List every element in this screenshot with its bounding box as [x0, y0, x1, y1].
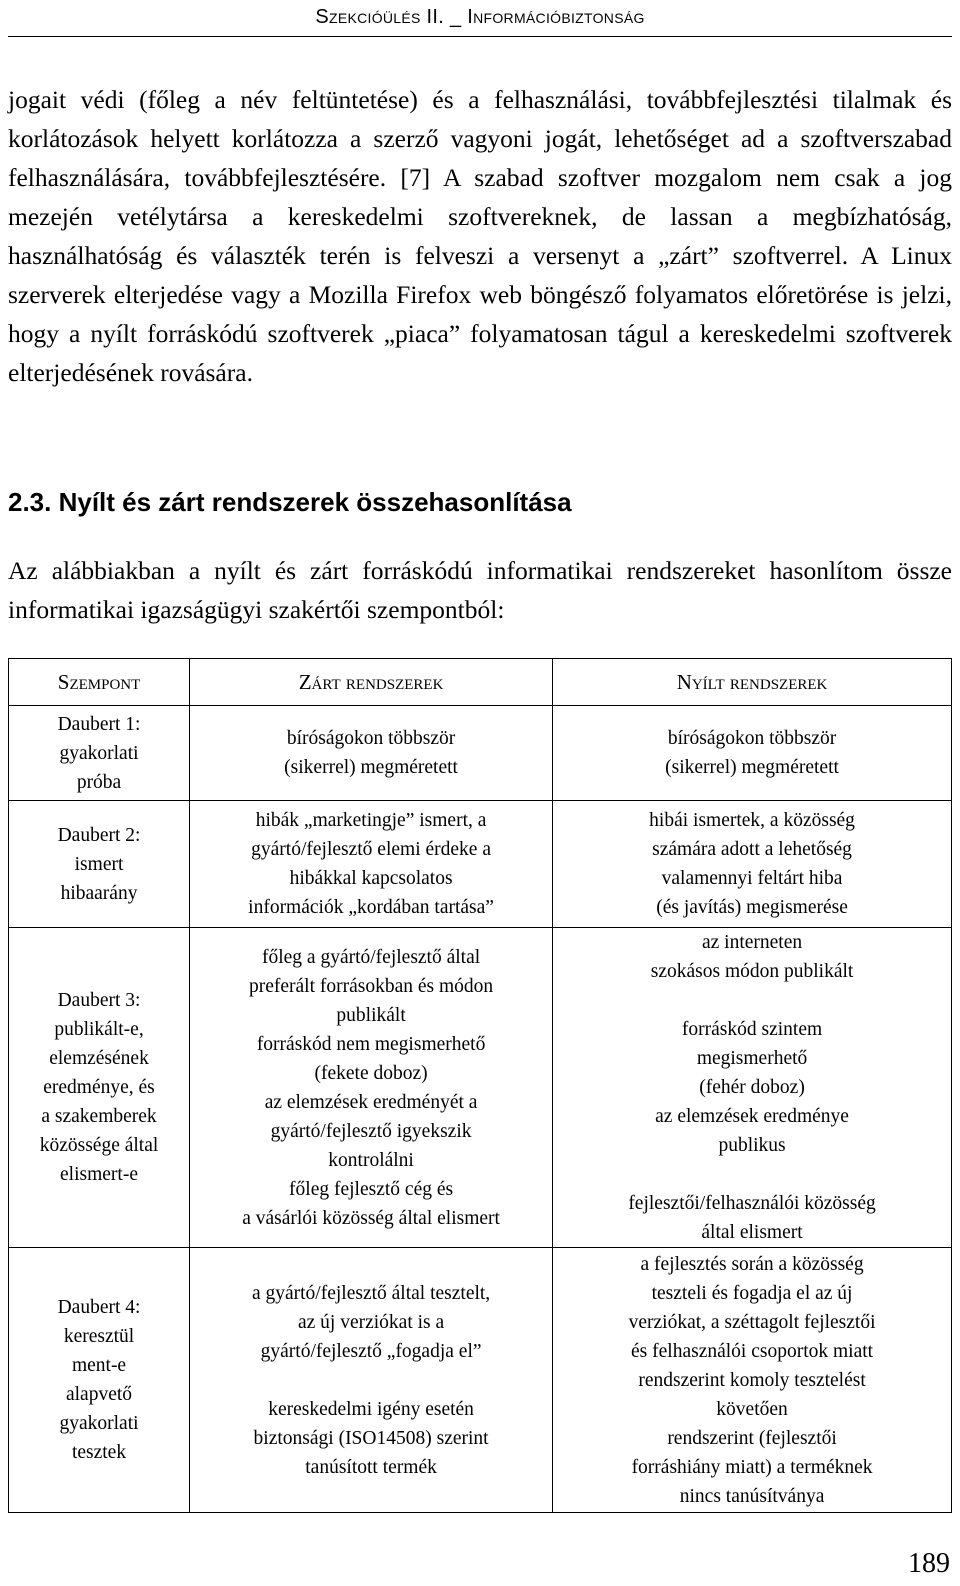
open-systems-cell [553, 1248, 952, 1513]
cell-line: kontrolálni [328, 1149, 414, 1171]
cell-line: forráshiány miatt) a terméknek [631, 1456, 873, 1478]
cell-line: verziókat, a széttagolt fejlesztői [628, 1311, 876, 1333]
cell-line: publikus [718, 1135, 786, 1156]
cell-line: rendszerint komoly tesztelést [638, 1369, 866, 1391]
cell-line: bíróságokon többször [286, 728, 456, 749]
body-paragraph: jogait védi (főleg a név feltüntetése) és a felhasználási, továbbfejlesztési tilalmak és korlátozások helyett korlátozza a szerző vagyoni jogát, lehetőséget ad a szoftverszabad felhasználására, továbbfejlesztésére. [7] A szabad szoftver mozgalom nem csak a jog mezején vetélytársa a kereskedelmi szoftvereknek, de lassan a megbízhatóság, használhatóság és választék terén is felveszi a versenyt a „zárt” szoftverrel. A Linux szerverek elterjedése vagy a Mozilla Firefox web böngésző folyamatos előretörése is jelzi, hogy a nyílt forráskódú szoftverek „piaca” folyamatosan tágul a kereskedelmi szoftverek elterjedésének rovására. [8, 85, 952, 387]
cell-line: a szakemberek [41, 1106, 157, 1127]
table-row [9, 801, 952, 928]
cell-line: gyártó/fejlesztő „fogadja el” [260, 1340, 482, 1362]
cell-line: (sikerrel) megméretett [284, 757, 458, 778]
closed-systems-cell [190, 801, 553, 928]
section-heading: 2.3. Nyílt és zárt rendszerek összehasonlítása [8, 487, 572, 517]
cell-line: (és javítás) megismerése [656, 897, 848, 918]
cell-line: gyakorlati [59, 1413, 139, 1434]
cell-line: hibákkal kapcsolatos [289, 868, 453, 889]
cell-line [557, 1160, 947, 1189]
cell-line: gyakorlati [59, 742, 139, 764]
cell-line: próba [76, 771, 122, 793]
cell-line: Daubert 4: [57, 1297, 141, 1318]
criterion-cell [9, 1248, 190, 1513]
header-criterion: Szempont [9, 659, 190, 706]
cell-line: ment-e [71, 1355, 127, 1376]
page-number: 189 [908, 1548, 950, 1579]
header-open-systems: Nyílt rendszerek [553, 659, 952, 706]
closed-systems-cell [190, 928, 553, 1248]
cell-line: valamennyi feltárt hiba [661, 868, 843, 889]
cell-line: kereskedelmi igény esetén [268, 1398, 474, 1420]
closed-systems-cell [190, 706, 553, 801]
cell-line: fejlesztői/felhasználói közösség [628, 1193, 876, 1214]
cell-line: forráskód szintem [681, 1019, 823, 1040]
cell-line: számára adott a lehetőség [652, 839, 852, 860]
cell-line: Daubert 2: [57, 824, 141, 846]
cell-line: alapvető [65, 1384, 133, 1405]
cell-line: szokásos módon publikált [650, 961, 854, 982]
cell-line: biztonsági (ISO14508) szerint [253, 1427, 489, 1449]
cell-line: elemzésének [49, 1048, 149, 1069]
cell-line: forráskód nem megismerhető [256, 1033, 486, 1055]
cell-line: az elemzések eredményét a [264, 1091, 478, 1113]
cell-line: Daubert 3: [57, 990, 141, 1011]
table-row [9, 928, 952, 1248]
running-header: Szekcióülés II. _ Információbiztonság [8, 2, 952, 37]
comparison-table [8, 658, 952, 1513]
cell-line: és felhasználói csoportok miatt [631, 1340, 874, 1362]
cell-line: teszteli és fogadja el az új [651, 1282, 853, 1304]
cell-line: gyártó/fejlesztő igyekszik [270, 1120, 472, 1142]
table-header-row [9, 659, 952, 706]
cell-line: (fekete doboz) [314, 1062, 428, 1084]
cell-line: főleg fejlesztő cég és [289, 1178, 454, 1200]
cell-line: által elismert [701, 1222, 803, 1243]
table-row [9, 706, 952, 801]
cell-line: tesztek [71, 1442, 127, 1463]
cell-line: (fehér doboz) [699, 1077, 805, 1098]
cell-line: tanúsított termék [305, 1456, 437, 1478]
open-systems-cell [553, 928, 952, 1248]
cell-line: hibaarány [60, 882, 138, 904]
cell-line: közössége által [39, 1135, 159, 1156]
cell-line: az új verziókat is a [297, 1311, 445, 1333]
cell-line: a gyártó/fejlesztő által tesztelt, [251, 1282, 491, 1304]
criterion-cell [9, 801, 190, 928]
cell-line: az interneten [701, 932, 803, 953]
cell-line: (sikerrel) megméretett [665, 757, 839, 778]
table-row [9, 1248, 952, 1513]
open-systems-cell [553, 801, 952, 928]
cell-line [194, 1366, 548, 1395]
cell-line: főleg a gyártó/fejlesztő által [261, 946, 481, 968]
header-closed-systems: Zárt rendszerek [190, 659, 553, 706]
cell-line: preferált forrásokban és módon [248, 975, 494, 997]
cell-line: elismert-e [60, 1164, 138, 1185]
cell-line: publikált [336, 1004, 406, 1026]
cell-line: gyártó/fejlesztő elemi érdeke a [251, 839, 491, 860]
cell-line: rendszerint (fejlesztői [667, 1427, 837, 1449]
cell-line: Daubert 1: [57, 713, 141, 735]
cell-line: megismerhető [696, 1048, 808, 1069]
cell-line: a vásárlói közösség által elismert [242, 1207, 500, 1229]
cell-line: nincs tanúsítványa [679, 1485, 825, 1507]
open-systems-cell [553, 706, 952, 801]
cell-line: az elemzések eredménye [655, 1106, 849, 1127]
cell-line: keresztül [63, 1326, 135, 1347]
cell-line: követően [716, 1398, 788, 1420]
cell-line: bíróságokon többször [667, 728, 837, 749]
cell-line: publikált-e, [54, 1019, 144, 1040]
cell-line: ismert [74, 853, 124, 875]
cell-line: hibák „marketingje” ismert, a [255, 810, 487, 831]
cell-line: hibái ismertek, a közösség [649, 810, 855, 831]
cell-line [557, 986, 947, 1015]
criterion-cell [9, 928, 190, 1248]
criterion-cell [9, 706, 190, 801]
closed-systems-cell [190, 1248, 553, 1513]
intro-paragraph: Az alábbiakban a nyílt és zárt forráskódú informatikai rendszereket hasonlítom össze informatikai igazságügyi szakértői szempontból: [8, 556, 952, 624]
cell-line: eredménye, és [43, 1077, 155, 1098]
cell-line: információk „kordában tartása” [248, 897, 494, 918]
cell-line: a fejlesztés során a közösség [640, 1253, 864, 1275]
